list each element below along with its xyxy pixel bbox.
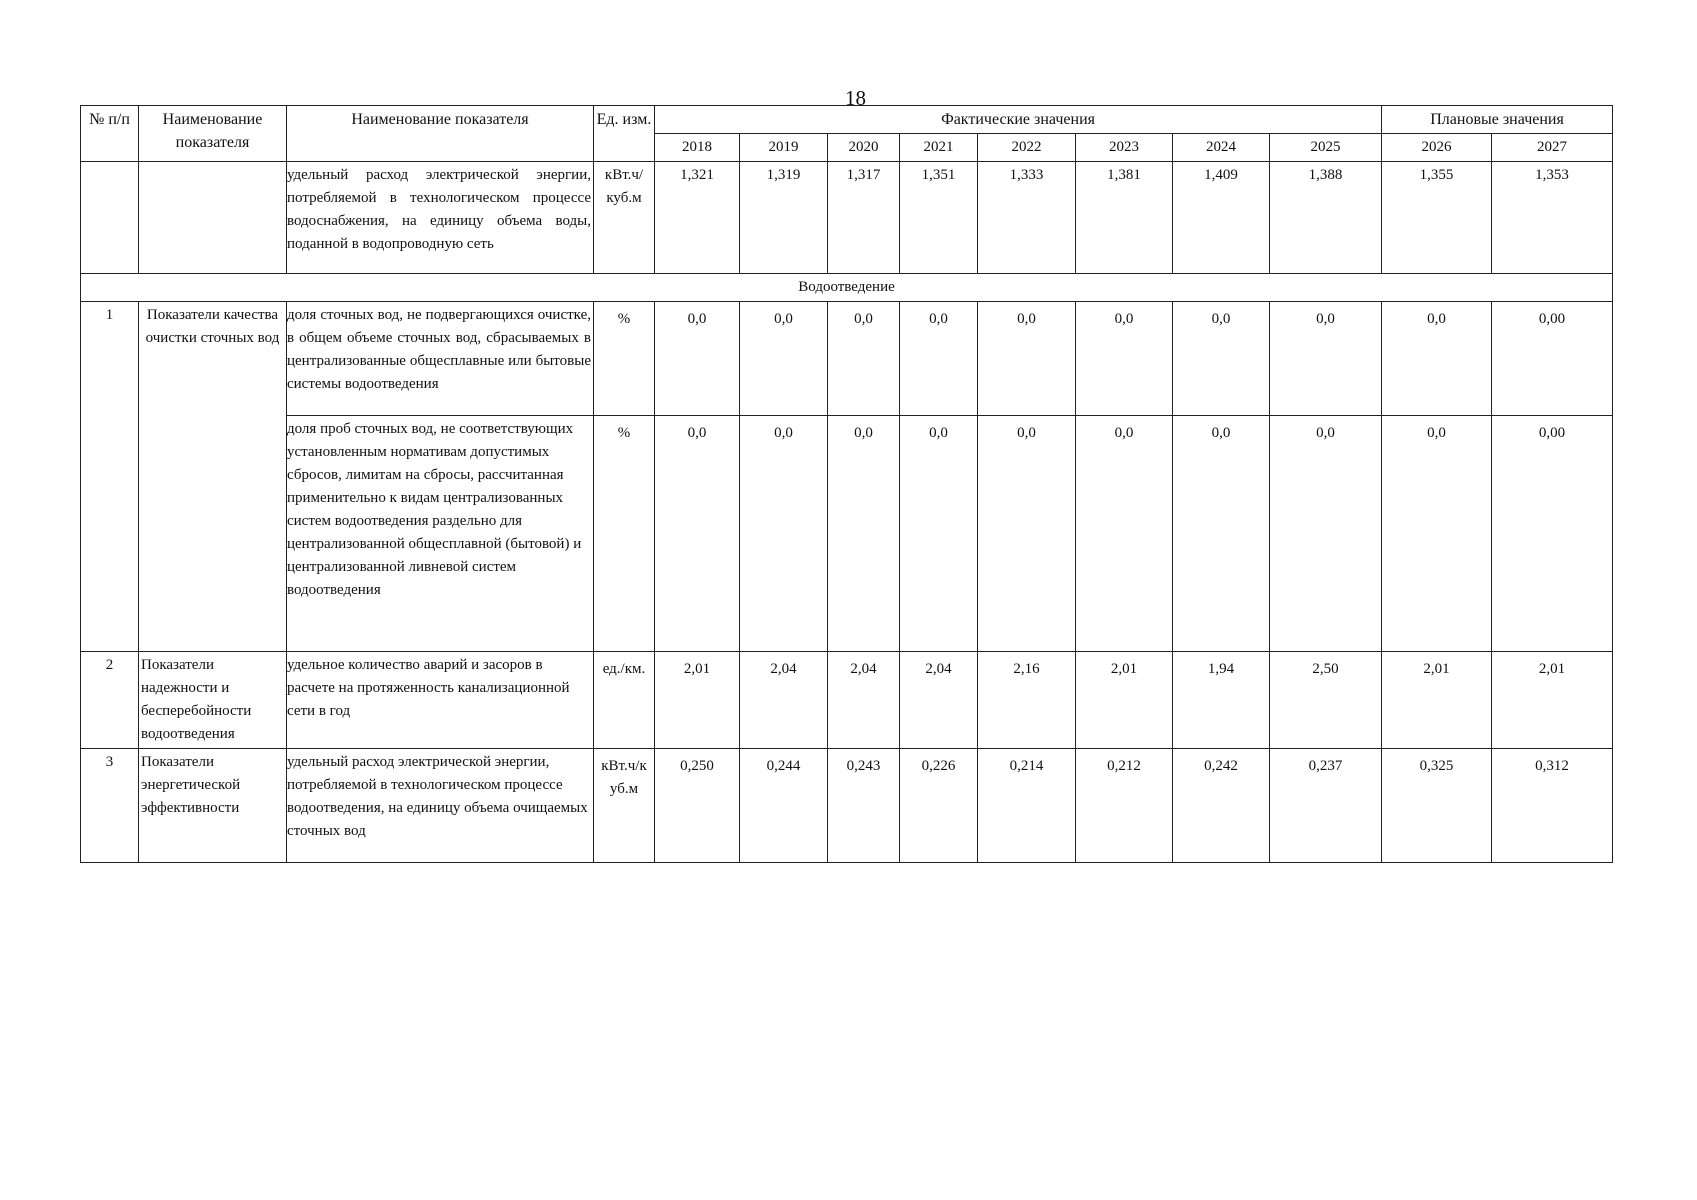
row-value: 0,0 bbox=[1270, 416, 1382, 652]
header-year: 2026 bbox=[1382, 134, 1492, 162]
header-group-name: Наименование показателя bbox=[139, 106, 287, 162]
table-row bbox=[81, 162, 1613, 274]
row-value: 0,0 bbox=[655, 302, 740, 416]
row-value: 1,94 bbox=[1173, 652, 1270, 749]
row-no: 2 bbox=[81, 652, 139, 749]
table-row bbox=[81, 302, 1613, 416]
header-year: 2018 bbox=[655, 134, 740, 162]
row-no bbox=[81, 162, 139, 274]
row-value: 2,04 bbox=[900, 652, 978, 749]
indicators-table bbox=[80, 105, 1613, 863]
row-value: 2,16 bbox=[978, 652, 1076, 749]
row-value: 0,0 bbox=[828, 302, 900, 416]
row-value: 0,0 bbox=[978, 416, 1076, 652]
header-year: 2021 bbox=[900, 134, 978, 162]
row-value: 0,226 bbox=[900, 749, 978, 863]
section-row bbox=[81, 274, 1613, 302]
section-title: Водоотведение bbox=[81, 274, 1613, 302]
row-value: 0,312 bbox=[1492, 749, 1613, 863]
header-year: 2023 bbox=[1076, 134, 1173, 162]
row-group bbox=[139, 162, 287, 274]
row-value: 0,0 bbox=[1270, 302, 1382, 416]
row-indicator: удельный расход электрической энергии, потребляемой в технологическом процессе водоснабжения, на единицу объема воды, поданной в водопроводную сеть bbox=[287, 162, 594, 274]
row-indicator: доля проб сточных вод, не соответствующих установленным нормативам допустимых сбросов, лимитам на сбросы, рассчитанная применительно к видам централизованных систем водоотведения раздельно для централизованной общесплавной (бытовой) и централизованной ливневой систем водоотведения bbox=[287, 416, 594, 652]
row-value: 2,01 bbox=[1076, 652, 1173, 749]
row-value: 0,0 bbox=[900, 416, 978, 652]
row-value: 1,353 bbox=[1492, 162, 1613, 274]
row-value: 0,0 bbox=[1173, 416, 1270, 652]
header-year: 2024 bbox=[1173, 134, 1270, 162]
row-no: 3 bbox=[81, 749, 139, 863]
row-value: 0,0 bbox=[978, 302, 1076, 416]
row-value: 0,0 bbox=[828, 416, 900, 652]
row-value: 0,00 bbox=[1492, 416, 1613, 652]
header-year: 2020 bbox=[828, 134, 900, 162]
row-value: 1,351 bbox=[900, 162, 978, 274]
row-value: 0,242 bbox=[1173, 749, 1270, 863]
row-value: 1,388 bbox=[1270, 162, 1382, 274]
row-value: 1,381 bbox=[1076, 162, 1173, 274]
header-no: № п/п bbox=[81, 106, 139, 162]
row-value: 1,319 bbox=[740, 162, 828, 274]
row-value: 2,01 bbox=[1382, 652, 1492, 749]
page-number: 18 bbox=[845, 86, 866, 110]
row-unit: кВт.ч/ куб.м bbox=[594, 162, 655, 274]
row-unit: % bbox=[594, 416, 655, 652]
row-value: 0,0 bbox=[900, 302, 978, 416]
row-value: 2,50 bbox=[1270, 652, 1382, 749]
header-unit: Ед. изм. bbox=[594, 106, 655, 162]
row-indicator: доля сточных вод, не подвергающихся очистке, в общем объеме сточных вод, сбрасываемых в централизованные общесплавные или бытовые системы водоотведения bbox=[287, 302, 594, 416]
row-value: 0,243 bbox=[828, 749, 900, 863]
row-value: 0,325 bbox=[1382, 749, 1492, 863]
table-row bbox=[81, 652, 1613, 749]
row-value: 2,01 bbox=[655, 652, 740, 749]
row-value: 0,0 bbox=[655, 416, 740, 652]
row-no: 1 bbox=[81, 302, 139, 652]
row-value: 0,244 bbox=[740, 749, 828, 863]
row-value: 1,355 bbox=[1382, 162, 1492, 274]
row-value: 0,0 bbox=[740, 416, 828, 652]
row-group: Показатели качества очистки сточных вод bbox=[139, 302, 287, 652]
row-value: 0,212 bbox=[1076, 749, 1173, 863]
row-value: 0,237 bbox=[1270, 749, 1382, 863]
header-actual: Фактические значения bbox=[655, 106, 1382, 134]
row-value: 1,321 bbox=[655, 162, 740, 274]
row-unit: ед./км. bbox=[594, 652, 655, 749]
header-year: 2019 bbox=[740, 134, 828, 162]
header-year: 2025 bbox=[1270, 134, 1382, 162]
row-value: 0,0 bbox=[740, 302, 828, 416]
row-value: 2,04 bbox=[828, 652, 900, 749]
row-group: Показатели надежности и бесперебойности водоотведения bbox=[139, 652, 287, 749]
table-row bbox=[81, 416, 1613, 652]
row-value: 1,317 bbox=[828, 162, 900, 274]
row-value: 0,214 bbox=[978, 749, 1076, 863]
row-value: 0,250 bbox=[655, 749, 740, 863]
row-value: 1,409 bbox=[1173, 162, 1270, 274]
header-indicator-name: Наименование показателя bbox=[287, 106, 594, 162]
table-row bbox=[81, 749, 1613, 863]
row-value: 0,00 bbox=[1492, 302, 1613, 416]
row-value: 1,333 bbox=[978, 162, 1076, 274]
row-indicator: удельный расход электрической энергии, потребляемой в технологическом процессе водоотведения, на единицу объема очищаемых сточных вод bbox=[287, 749, 594, 863]
row-value: 0,0 bbox=[1173, 302, 1270, 416]
header-year: 2022 bbox=[978, 134, 1076, 162]
row-unit: % bbox=[594, 302, 655, 416]
header-year: 2027 bbox=[1492, 134, 1613, 162]
row-unit: кВт.ч/к уб.м bbox=[594, 749, 655, 863]
header-row-top bbox=[81, 106, 1613, 134]
row-value: 2,01 bbox=[1492, 652, 1613, 749]
row-value: 0,0 bbox=[1076, 302, 1173, 416]
row-indicator: удельное количество аварий и засоров в расчете на протяженность канализационной сети в год bbox=[287, 652, 594, 749]
row-value: 0,0 bbox=[1382, 416, 1492, 652]
row-group: Показатели энергетической эффективности bbox=[139, 749, 287, 863]
row-value: 0,0 bbox=[1076, 416, 1173, 652]
row-value: 0,0 bbox=[1382, 302, 1492, 416]
header-planned: Плановые значения bbox=[1382, 106, 1613, 134]
row-value: 2,04 bbox=[740, 652, 828, 749]
